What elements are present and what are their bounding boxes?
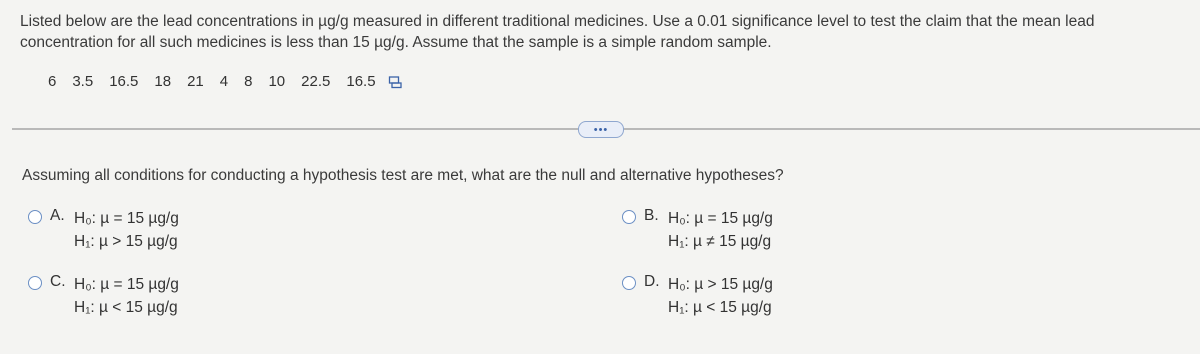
expand-more-button[interactable] (578, 121, 624, 138)
alternative-hypothesis: H₁: µ < 15 µg/g (668, 299, 772, 316)
null-hypothesis: H₀: µ = 15 µg/g (74, 210, 179, 227)
data-value: 22.5 (301, 73, 331, 90)
radio-button-icon[interactable] (28, 210, 42, 224)
more-dots-icon: ••• (593, 123, 609, 136)
null-hypothesis: H₀: µ > 15 µg/g (668, 276, 773, 293)
option-letter: C. (50, 273, 66, 290)
option-letter: B. (644, 207, 659, 224)
data-values-row (48, 73, 402, 90)
option-b[interactable] (622, 207, 773, 253)
data-value: 8 (244, 73, 253, 90)
data-value: 4 (219, 73, 229, 90)
radio-button-icon[interactable] (622, 210, 636, 224)
alternative-hypothesis: H₁: µ < 15 µg/g (74, 299, 178, 316)
data-value: 10 (268, 73, 286, 90)
null-hypothesis: H₀: µ = 15 µg/g (668, 210, 773, 227)
alternative-hypothesis: H₁: µ ≠ 15 µg/g (668, 233, 772, 250)
option-letter: A. (50, 207, 65, 224)
data-value: 6 (48, 73, 57, 90)
data-value: 18 (154, 73, 172, 90)
option-d[interactable] (622, 273, 773, 319)
problem-statement: Listed below are the lead concentrations in µg/g measured in different traditional medicines. Use a 0.01 significance level to test the claim that the mean lead concentration for all such medicines is less than 15 µg/g. Assume that the sample is a simple random sample. (20, 13, 1095, 51)
data-value: 21 (187, 73, 204, 90)
copy-data-icon[interactable] (388, 75, 402, 89)
data-value: 16.5 (109, 73, 139, 90)
alternative-hypothesis: H₁: µ > 15 µg/g (74, 233, 178, 250)
data-value: 3.5 (72, 73, 94, 90)
option-a[interactable] (28, 207, 179, 253)
radio-button-icon[interactable] (622, 276, 636, 290)
option-letter: D. (644, 273, 660, 290)
radio-button-icon[interactable] (28, 276, 42, 290)
question-text: Assuming all conditions for conducting a hypothesis test are met, what are the null and alternative hypotheses? (22, 167, 784, 184)
null-hypothesis: H₀: µ = 15 µg/g (74, 276, 179, 293)
data-value: 16.5 (346, 73, 376, 90)
option-c[interactable] (28, 273, 179, 319)
